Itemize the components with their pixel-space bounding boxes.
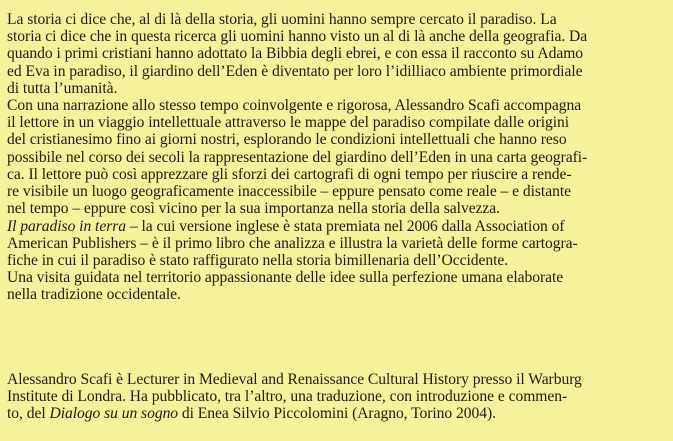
text-line xyxy=(7,405,582,422)
text-line: fiche in cui il paradiso è stato raffigurato nella storia bimillenaria dell’Occidente. xyxy=(7,252,509,270)
paragraph-award xyxy=(7,218,578,270)
text-line: Institute di Londra. Ha pubblicato, tra l’altro, una traduzione, con introduzione e commen- xyxy=(7,388,568,406)
book-title: Il paradiso in terra xyxy=(7,218,126,235)
text-line: possibile nel corso dei secoli la rappresentazione del giardino dell’Eden in una carta geografi- xyxy=(7,148,588,166)
text-line: nel tempo – eppure così vicino per la sua importanza nella storia della salvezza. xyxy=(7,200,501,218)
bio-text: di Enea Silvio Piccolomini (Aragno, Torino 2004). xyxy=(178,405,496,423)
award-text: – la cui versione inglese è stata premiata nel 2006 dalla Association of xyxy=(126,218,565,235)
paragraph-description xyxy=(7,97,587,217)
text-line xyxy=(7,218,578,235)
text-line: re visibile un luogo geograficamente inaccessibile – eppure pensato come reale – e distante xyxy=(7,182,571,200)
text-line: ed Eva in paradiso, il giardino dell’Eden è diventato per loro l’idilliaco ambiente primordiale xyxy=(7,62,583,80)
text-line: il lettore in un viaggio intellettuale attraverso le mappe del paradiso compilate dalle origini xyxy=(7,114,570,132)
text-line: American Publishers – è il primo libro che analizza e illustra la varietà delle forme cartogra- xyxy=(7,235,578,253)
bio-text: to, del xyxy=(7,405,50,423)
text-line: Con una narrazione allo stesso tempo coinvolgente e rigorosa, Alessandro Scafi accompagna xyxy=(7,97,582,114)
text-line: ca. Il lettore può così apprezzare gli sforzi dei cartografi di ogni tempo per riuscire a rende- xyxy=(7,165,572,183)
author-bio xyxy=(7,371,582,423)
text-line: La storia ci dice che, al di là della storia, gli uomini hanno sempre cercato il paradiso. La xyxy=(7,11,557,28)
text-line: quando i primi cristiani hanno adottato la Bibbia degli ebrei, e con essa il racconto su Adamo xyxy=(7,45,584,63)
text-line: Una visita guidata nel territorio appassionante delle idee sulla perfezione umana elaborate xyxy=(7,269,564,286)
paragraph-intro xyxy=(7,11,587,97)
text-line: nella tradizione occidentale. xyxy=(7,286,181,304)
text-line: storia ci dice che in questa ricerca gli uomini hanno visto un al di là anche della geografia. Da xyxy=(7,28,588,46)
text-line: di tutta l’umanità. xyxy=(7,79,118,97)
text-line: del cristianesimo fino ai giorni nostri, esplorando le condizioni intellettuali che hanno reso xyxy=(7,131,567,149)
text-line: Alessandro Scafi è Lecturer in Medieval and Renaissance Cultural History presso il Warburg xyxy=(7,371,582,388)
dialogo-title: Dialogo su un sogno xyxy=(49,405,179,423)
paragraph-invitation xyxy=(7,269,563,303)
